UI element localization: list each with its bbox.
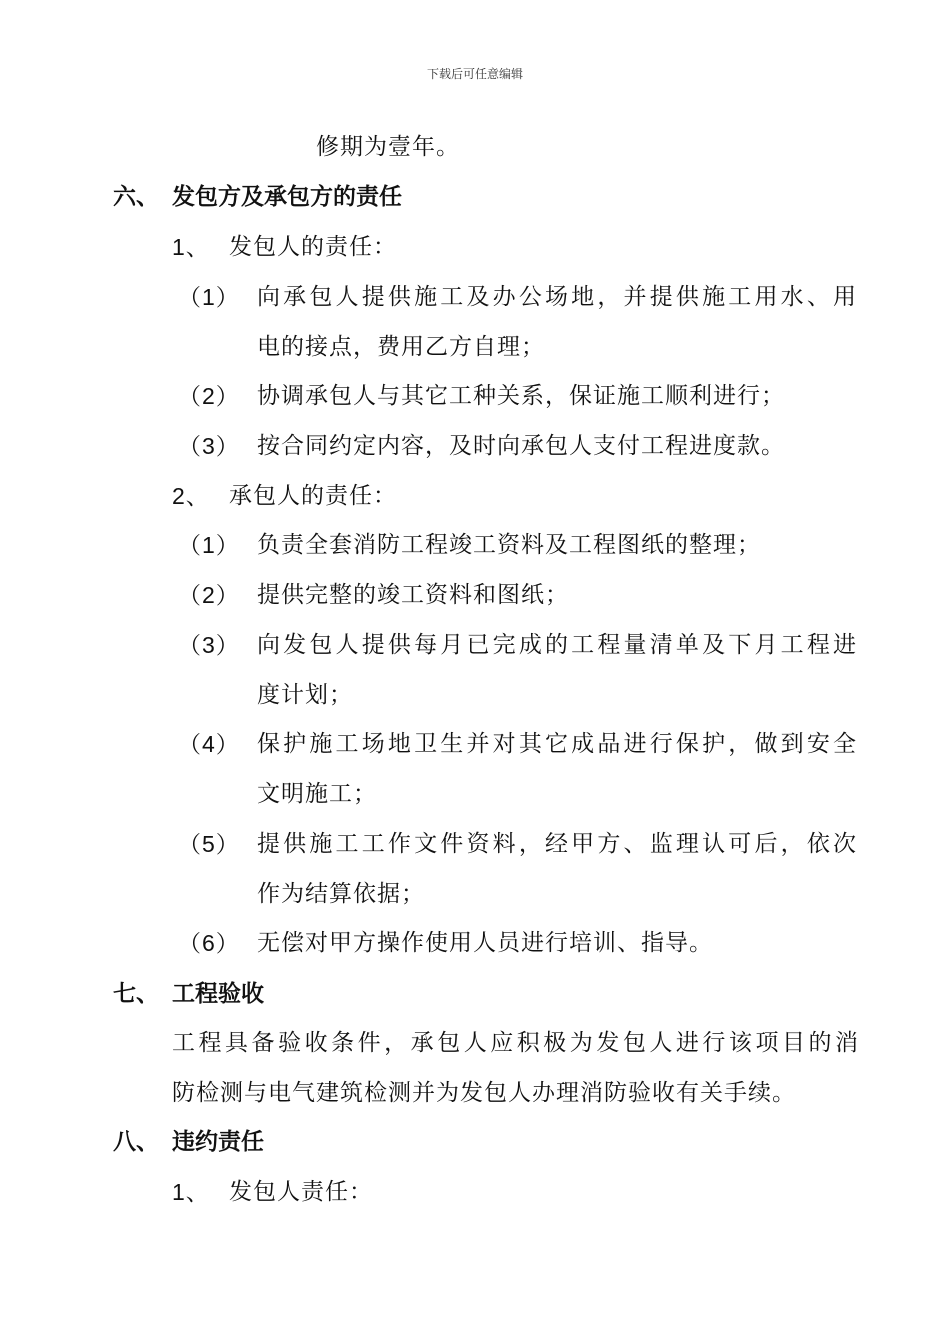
list-item-text: 文明施工； — [257, 781, 377, 807]
list-item-text: 提供完整的竣工资料和图纸； — [257, 582, 569, 608]
paragraph-line: 防检测与电气建筑检测并为发包人办理消防验收有关手续。 — [172, 1080, 796, 1106]
item-number: 1、 — [172, 234, 210, 260]
paragraph-line: 修期为壹年。 — [316, 134, 460, 160]
item-number: （6） — [178, 930, 240, 956]
list-item-text: 向承包人提供施工及办公场地，并提供施工用水、用 — [257, 284, 857, 310]
section-number: 八、 — [113, 1129, 159, 1155]
paragraph-line: 工程具备验收条件，承包人应积极为发包人进行该项目的消 — [172, 1030, 859, 1056]
list-item-text: 协调承包人与其它工种关系，保证施工顺利进行； — [257, 383, 785, 409]
subheading: 承包人的责任： — [229, 483, 397, 509]
list-item-text: 向发包人提供每月已完成的工程量清单及下月工程进 — [257, 632, 857, 658]
section-heading: 违约责任 — [172, 1129, 264, 1155]
section-heading: 发包方及承包方的责任 — [172, 184, 402, 210]
item-number: （3） — [178, 632, 240, 658]
list-item-text: 度计划； — [257, 682, 353, 708]
item-number: （1） — [178, 284, 240, 310]
item-number: （1） — [178, 532, 240, 558]
item-number: （3） — [178, 433, 240, 459]
list-item-text: 负责全套消防工程竣工资料及工程图纸的整理； — [257, 532, 761, 558]
item-number: （2） — [178, 383, 240, 409]
page-header: 下载后可任意编辑 — [426, 67, 523, 81]
item-number: 1、 — [172, 1179, 210, 1205]
item-number: （5） — [178, 831, 240, 857]
list-item-text: 提供施工工作文件资料，经甲方、监理认可后，依次 — [257, 831, 857, 857]
list-item-text: 按合同约定内容，及时向承包人支付工程进度款。 — [257, 433, 785, 459]
subheading: 发包人责任： — [229, 1179, 373, 1205]
subheading: 发包人的责任： — [229, 234, 397, 260]
item-number: （4） — [178, 731, 240, 757]
list-item-text: 无偿对甲方操作使用人员进行培训、指导。 — [257, 930, 713, 956]
section-number: 六、 — [113, 184, 159, 210]
item-number: （2） — [178, 582, 240, 608]
item-number: 2、 — [172, 483, 210, 509]
section-heading: 工程验收 — [172, 981, 264, 1007]
list-item-text: 电的接点，费用乙方自理； — [257, 334, 545, 360]
list-item-text: 保护施工场地卫生并对其它成品进行保护，做到安全 — [257, 731, 857, 757]
list-item-text: 作为结算依据； — [257, 881, 425, 907]
section-number: 七、 — [113, 981, 159, 1007]
